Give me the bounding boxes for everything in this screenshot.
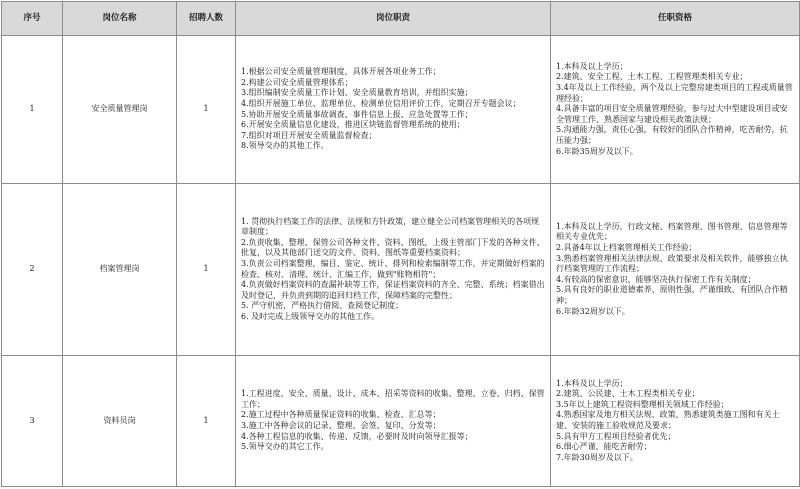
duty-item: 4.负责做好档案资料的查漏补缺等工作，保证档案资料的齐全、完整、系统；档案借出及时登记，并负责到期的追回归档工作，保障档案的完整性； bbox=[241, 280, 545, 300]
duty-item: 5.领导交办的其它工作。 bbox=[241, 442, 329, 452]
qualification-item: 4.有较高的保密意识，能够坚决执行保密工作有关制度； bbox=[556, 274, 756, 284]
qualification-item: 2.建筑、安全工程、土木工程、工程管理类相关专业； bbox=[556, 72, 748, 82]
qualification-item: 6.年龄35周岁及以下。 bbox=[556, 146, 638, 156]
duty-item: 3.组织编制安全质量工作计划、安全质量教育培训，并组织实施； bbox=[241, 88, 473, 98]
qualification-item: 2.具备4年以上档案管理相关工作经验； bbox=[556, 243, 697, 253]
row-count: 1 bbox=[177, 184, 236, 356]
duty-item: 2.负责收集、整理、保管公司各种文件、资料、图纸，上级主管部门下发的各种文件、批复，以及其他部门送交的文件、资料、图纸等重要档案资料； bbox=[241, 237, 545, 258]
qualification-item: 3.4年及以上工作经验，两个及以上完整房建类项目的工程或质量管理经验； bbox=[556, 83, 793, 103]
duty-item: 3.施工中各种会议的记录、整理、会签、复印、分发等； bbox=[241, 421, 441, 430]
qualification-item: 5.具有良好的职业道德素养、原则性强、严谨细致、有团队合作精神； bbox=[556, 285, 788, 305]
qualification-item: 2.建筑、公民建、土木工程类相关专业； bbox=[556, 389, 700, 399]
row-count: 1 bbox=[177, 36, 236, 184]
duty-item: 4.各种工程信息的收集、传递、反馈，必要时及时向领导汇报等； bbox=[241, 431, 473, 441]
duty-item: 4.组织开展施工单位、监理单位、检测单位信用评价工作，定期召开专题会议； bbox=[241, 98, 521, 108]
duty-item: 5.协助开展安全质量事故调查、事件信息上报、应急处置等工作； bbox=[241, 109, 473, 119]
header-index: 序号 bbox=[2, 2, 63, 36]
qualification-item: 5.具有甲方工程项目经验者优先； bbox=[556, 431, 676, 441]
duty-item: 3.负责公司档案整理，编目、鉴定、统计、排列和检索编制等工作，并定期做好档案的检查、核对、清理、统计、汇编工作，做到"账物相符"； bbox=[241, 258, 545, 279]
row-index: 2 bbox=[2, 184, 63, 356]
duty-item: 5. 严守机密，严格执行借阅、查阅登记制度； bbox=[241, 301, 404, 311]
qualification-item: 1.本科及以上学历，行政文秘、档案管理、图书管理、信息管理等相关专业优先； bbox=[556, 221, 788, 242]
row-duties bbox=[236, 36, 551, 184]
row-count: 1 bbox=[177, 356, 236, 487]
table-row bbox=[2, 36, 800, 184]
row-duties bbox=[236, 356, 551, 487]
job-table bbox=[1, 1, 800, 487]
header-position: 岗位名称 bbox=[63, 2, 177, 36]
row-index: 3 bbox=[2, 356, 63, 487]
qualification-item: 6.年龄32周岁以下。 bbox=[556, 306, 630, 316]
qualification-item: 5.沟通能力强，责任心强，有较好的团队合作精神，吃苦耐劳，抗压能力强； bbox=[556, 125, 788, 145]
header-qualifications: 任职资格 bbox=[551, 2, 800, 36]
row-position: 资料员岗 bbox=[63, 356, 177, 487]
row-qualifications bbox=[551, 184, 800, 356]
qualification-item: 6.细心严谨，能吃苦耐劳； bbox=[556, 442, 652, 452]
row-qualifications bbox=[551, 36, 800, 184]
header-row bbox=[2, 2, 800, 36]
table-row bbox=[2, 184, 800, 356]
duty-item: 1. 贯彻执行档案工作的法律、法规和方针政策，建立健全公司档案管理相关的各项规章制度； bbox=[241, 216, 540, 237]
qualification-item: 1.本科及以上学历； bbox=[556, 378, 628, 388]
header-count: 招聘人数 bbox=[177, 2, 236, 36]
row-qualifications bbox=[551, 356, 800, 487]
table-row bbox=[2, 356, 800, 487]
duty-item: 6.开展安全质量信息化建设，推进区块链监督管理系统的使用； bbox=[241, 120, 465, 130]
row-duties bbox=[236, 184, 551, 356]
qualification-item: 7.年龄30周岁及以下。 bbox=[556, 452, 638, 462]
qualification-item: 3.熟悉档案管理相关法律法规、政策要求及相关软件，能够独立执行档案管理的工作流程； bbox=[556, 253, 788, 274]
qualification-item: 4.熟悉国家及地方相关法规、政策，熟悉建筑类施工图和有关土建、安装的施工验收规范及要求； bbox=[556, 410, 780, 430]
duty-item: 2.施工过程中各种质量保证资料的收集、检查、汇总等； bbox=[241, 410, 441, 420]
duty-item: 2.构建公司安全质量管理体系； bbox=[241, 77, 353, 87]
row-index: 1 bbox=[2, 36, 63, 184]
duty-item: 6. 及时完成上级领导交办的其他工作。 bbox=[241, 311, 380, 321]
qualification-item: 3.5年以上建筑工程资料整理相关领域工作经验； bbox=[556, 399, 729, 409]
qualification-item: 1.本科及以上学历； bbox=[556, 61, 628, 71]
duty-item: 1.根据公司安全质量管理制度，具体开展各项业务工作； bbox=[241, 67, 441, 77]
row-position: 档案管理岗 bbox=[63, 184, 177, 356]
qualification-item: 4.具备丰富的项目安全质量管理经验，参与过大中型建设项目或安全管理工作，熟悉国家与建设相关政策法规； bbox=[556, 104, 788, 124]
header-duties: 岗位职责 bbox=[236, 2, 551, 36]
duty-item: 7.组织对项目开展安全质量监督检查； bbox=[241, 130, 377, 140]
duty-item: 1.工程进度、安全、质量、设计、成本、招采等资料的收集、整理、立卷、归档、保管工作； bbox=[241, 389, 545, 409]
row-position: 安全质量管理岗 bbox=[63, 36, 177, 184]
duty-item: 8.领导交办的其他工作。 bbox=[241, 141, 329, 151]
